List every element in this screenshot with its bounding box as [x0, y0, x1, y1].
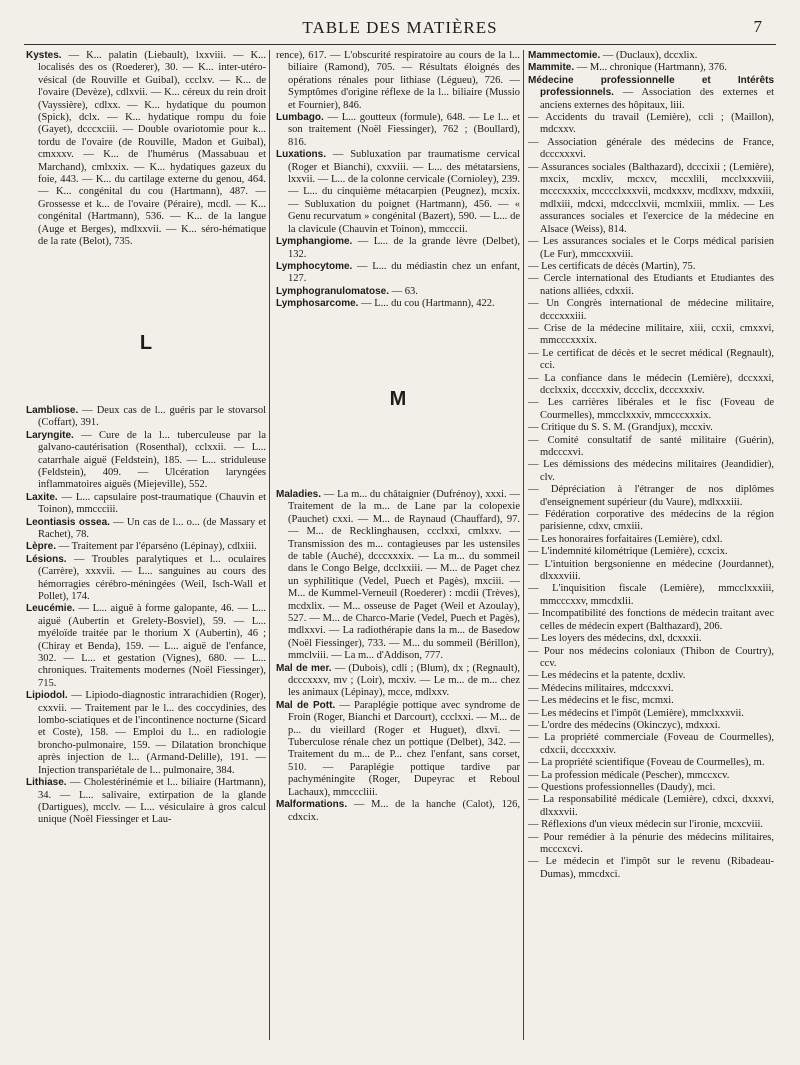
index-entry — [26, 430, 266, 492]
entry-text: — Traitement par l'éparséno (Lépinay), cdlxiii. — [56, 541, 257, 553]
entry-text: — Accidents du travail (Lemière), ccli ; (Maillon), mdcxxv. — [528, 112, 774, 136]
entry-headword: Luxations. — [276, 149, 327, 161]
entry-text: — Cholestérinémie et l... biliaire (Hartmann), 34. — L... salivaire, extirpation de la glande (Dartigues), mcclv. — L... vésiculaire à gros calcul unique (Noël Fiessinger et Lau- — [38, 777, 266, 826]
entry-headword: Maladies. — [276, 488, 322, 500]
index-entry — [528, 832, 774, 857]
entry-text: — Le certificat de décès et le secret médical (Regnault), cci. — [528, 347, 774, 372]
section-letter-m: M — [389, 387, 407, 410]
index-entry — [276, 286, 520, 298]
entry-text: — (Dubois), cdli ; (Blum), dx ; (Regnault), dcccxxxv, mv ; (Loir), mcxiv. — Le m... de m... chez les animaux (Lépinay), mcce, mdlxxv. — [288, 662, 520, 699]
entry-text: — La propriété commerciale (Foveau de Courmelles), cdxcii, dcccxxxiv. — [528, 732, 774, 756]
index-entry — [528, 708, 774, 720]
entry-headword: Laxite. — [26, 491, 58, 503]
index-entry — [26, 50, 266, 249]
entry-text: — L'ordre des médecins (Okinczyc), mdxxxi. — [528, 719, 721, 731]
index-entry — [528, 732, 774, 757]
index-entry — [528, 397, 774, 422]
index-entry — [528, 484, 774, 509]
entry-headword: Mammectomie. — [528, 50, 601, 61]
index-entry — [528, 50, 774, 62]
index-entry — [26, 405, 266, 430]
entry-text: — L... du cou (Hartmann), 422. — [358, 298, 495, 310]
entry-headword: Lumbago. — [276, 112, 324, 124]
index-entry — [528, 348, 774, 373]
index-entry — [26, 492, 266, 517]
index-entry — [26, 777, 266, 827]
entry-text: — Crise de la médecine militaire, xiii, ccxii, cmxxvi, mmcccxxxix. — [528, 322, 774, 347]
index-entry — [528, 583, 774, 608]
entry-text: — Critique du S. S. M. (Grandjux), mccxiv. — [528, 422, 713, 434]
index-entry — [528, 112, 774, 137]
entry-text: — Incompatibilité des fonctions de médecin traitant avec celles de médecin expert (Balthazard), 206. — [528, 608, 774, 632]
entries-kystes — [26, 50, 266, 249]
entry-text: — L'intuition bergsonienne en médecine (Jourdannet), dlxxxviii. — [528, 558, 774, 583]
entry-headword: Lésions. — [26, 553, 67, 565]
column-2 — [276, 50, 520, 824]
entry-headword: Malformations. — [276, 799, 348, 811]
entry-text: — La m... du châtaignier (Dufrénoy), xxxi. — Traitement de la m... de Lane par la colopexie (Pauchet) cxxi. — M... de Raynaud (Chauffard), 97. — M... de Recklinghausen, ccclxxi, cmlxxv. — Transmission des m... contagieuses par les ustensiles de table (Auché), dcccxxxix. — La m... du sommeil dans le Congo Belge, dcclxxiii. — M... de Paget chez un syphilitique (Vedel, Puech et Pagès), mxciii. — M... de Kummel-Verneuil (Roederer) : mcdii (Trèves), mcdxlix. — M... osseuse de Paget (Weil et Azoulay), 527. — M... de Charco-Marie (Vedel, Puech et Pagès), mdlxxvi. — La radiothérapie dans la m... de Basedow (Noël Fiessinger), 733. — M... du sommeil (Bérillon), mmclviii. — La m... d'Addison, 777. — [288, 488, 520, 662]
entry-text: — Un Congrès international de médecine militaire, dcccxxxiii. — [528, 298, 774, 322]
entries-l-continued — [276, 50, 520, 311]
entry-text: — Les honoraires forfaitaires (Lemière), cdxl. — [528, 533, 723, 545]
index-entry — [528, 509, 774, 534]
index-entry — [528, 422, 774, 434]
index-entry — [26, 541, 266, 553]
entry-headword: Mammite. — [528, 62, 575, 74]
entry-text: — M... chronique (Hartmann), 376. — [574, 62, 727, 74]
entry-text: — Les loyers des médecins, dxl, dcxxxii. — [528, 633, 702, 645]
entry-headword: Mal de mer. — [276, 662, 332, 674]
entry-headword: Lymphocytome. — [276, 260, 353, 272]
index-entry — [528, 608, 774, 633]
entries-l — [26, 405, 266, 827]
entry-text: — Les médecins et le fisc, mcmxi. — [528, 695, 674, 707]
entries-m-continued — [528, 50, 774, 881]
index-entry — [276, 700, 520, 799]
index-entry — [528, 683, 774, 695]
index-entry — [528, 236, 774, 261]
entry-text: — La responsabilité médicale (Lemière), cdxci, dxxxvi, dlxxxvii. — [528, 794, 774, 818]
entry-headword: Lymphosarcome. — [276, 298, 359, 310]
entry-text: — Un cas de l... o... (de Massary et Rachet), 78. — [38, 516, 266, 540]
entries-m — [276, 489, 520, 824]
index-entry — [276, 298, 520, 310]
entry-headword: Laryngite. — [26, 429, 74, 441]
index-entry — [276, 112, 520, 149]
index-entry — [276, 149, 520, 236]
index-entry — [276, 663, 520, 700]
entry-headword: Lithiase. — [26, 777, 67, 789]
index-entry — [26, 554, 266, 604]
entry-text: — (Duclaux), dccxlix. — [600, 50, 698, 61]
entry-text: — K... palatin (Liebault), lxxviii. — K... localisés des os (Roederer), 30. — K... inter-utéro-vésical (de Rouville et Guibal), ccclxv. — K... de l'ovaire (Devèze), cdlxvii. — K... céreux du rein droit (Vayssière), cdlxx. — K... hydatique du poumon (Spick), dclx. — K... hydatique rompu du foie (Gayet), dcccxciii. — Double ovariotomie pour k... tordu de l'ovaire (de Rouville, Madon et Guibal), cmxxxv. — K... de l'humérus (Massabuau et Marchand), cmlxxix. — K... hydatiques gazeux du foie, 443. — K... du cartilage externe du genou, 464. — K... congénital du cou (Hartmann), 487. — Grossesse et k... de l'ovaire (Péraire), mcdl. — K... congénital (Hartmann), 536. — K... de la langue (Auge et Berges), mdlxxvii. — K... séro-hématique de la rate (Belot), 735. — [38, 50, 266, 248]
entry-text: — Cercle international des Etudiants et Etudiantes des nations alliées, cdxxii. — [528, 273, 774, 297]
entry-text: — Les démissions des médecins militaires (Jeandidier), clv. — [528, 459, 774, 483]
entry-text: — L... capsulaire post-traumatique (Chauvin et Toinon), mmccciii. — [38, 491, 266, 516]
entry-text: — Association générale des médecins de France, dcccxxxvi. — [528, 136, 774, 161]
entry-headword: Lèpre. — [26, 541, 57, 553]
entry-text: — Les carrières libérales et le fisc (Foveau de Courmelles), mmcclxxxiv, mmcccxxxix. — [528, 397, 774, 421]
entry-text: — La propriété scientifique (Foveau de Courmelles), m. — [528, 757, 765, 769]
index-entry — [528, 720, 774, 732]
entry-text: — Réflexions d'un vieux médecin sur l'ironie, mcxcviii. — [528, 819, 764, 831]
header-rule — [24, 44, 776, 45]
index-entry — [528, 137, 774, 162]
index-entry — [528, 75, 774, 112]
entry-text: — L... aiguë à forme galopante, 46. — L... aiguë (Aubertin et Grelety-Bosviel), 59. — L... myéloïde traitée par le thorium X (Aubertin), 46 ; (Chiray et Benda), 159. — L... aiguë de l'enfance, 302. — L... et gestation (Vignes), 680. — L... chroniques. Traitements modernes (Noël Fiessinger), 715. — [38, 603, 266, 689]
entry-text: — Deux cas de l... guéris par le stovarsol (Coffart), 391. — [38, 404, 266, 429]
index-entry — [276, 236, 520, 261]
column-separator — [523, 50, 524, 1040]
entry-text: — La profession médicale (Pescher), mmccxcv. — [528, 769, 730, 781]
entry-text: — Pour remédier à la pénurie des médecins militaires, mcccxcvi. — [528, 831, 774, 855]
page-header — [0, 0, 800, 42]
entry-text: — Pour nos médecins coloniaux (Thibon de Courtry), ccv. — [528, 645, 774, 669]
entry-text: — Paraplégie pottique avec syndrome de Froin (Roger, Bianchi et Darcourt), ccclxxi. — M... de p... du vieillard (Roger et Huguet), dlxvi. — Tuberculose rénale chez un pottique (Delbet), 342. — Traitement du m... de P... chez l'enfant, sans corset, 510. — Paraplégie pottique tardive par pachyméningite (Roger, Dupeyrac et Reboul Lachaux), mmcccliii. — [288, 699, 520, 798]
entry-text: — Les assurances sociales et le Corps médical parisien (Le Fur), mmccxxviii. — [528, 236, 774, 260]
index-entry — [528, 794, 774, 819]
entry-text: rence), 617. — L'obscurité respiratoire au cours de la l... biliaire (Ramond), 705. — Résultats éloignés des opérations rénales pour lithiase (Légueu), 726. — Symptômes d'origine réflexe de la l... biliaire (Mussio et Fournier), 846. — [276, 50, 520, 111]
entry-text: — M... de la hanche (Calot), 126, cdxcix. — [288, 799, 520, 823]
entry-text: — Les certificats de décès (Martin), 75. — [528, 260, 696, 272]
index-entry — [528, 782, 774, 794]
index-entry — [528, 273, 774, 298]
entry-text: — Subluxation par traumatisme cervical (Roger et Bianchi), cxxviii. — L... des métatarsiens, lxxvii. — L... de la colonne cervicale (Cornioley), 239. — L... du cinquième métacarpien (Peugnez), mcxix. — Subluxation du poignet (Hartmann), 456. — « Genu recurvatum » congénital (Bazert), 590. — L... de la clavicule (Chauvin et Toinon), mmcccii. — [288, 149, 520, 235]
section-letter-l: L — [139, 331, 153, 354]
index-entry — [276, 799, 520, 824]
index-entry — [528, 695, 774, 707]
entry-headword: Leucémie. — [26, 603, 75, 615]
entry-text: — L... du médiastin chez un enfant, 127. — [288, 260, 520, 285]
entry-text: — 63. — [388, 285, 418, 297]
entry-text: — Dépréciation à l'étranger de nos diplômes d'enseignement supérieur (du Vaure), mdlxxxiii. — [528, 484, 774, 508]
entry-text: — Lipiodo-diagnostic intrarachidien (Roger), cxxvii. — Traitement par le l... des coccydinies, des lombo-sciatiques et de l'incontinence nocturne (Sicard et Coste), 158. — Emploi du l... en radiologie broncho-pulmonaire, 159. — Dilatation bronchique après injection de l... (Armand-Delille), 191. — Injection transpariétale de l... pulmonaire, 384. — [38, 690, 266, 776]
entry-text: — Comité consultatif de santé militaire (Guérin), mdcccxvi. — [528, 434, 774, 458]
index-entry — [276, 50, 520, 112]
entry-text: — Cure de la l... tuberculeuse par la galvano-cautérisation (Rosenthal), cclxxii. — L... catarrhale aiguë (Feldstein), 185. — L... striduleuse (Feldstein), 409. — Ulcération laryngées inflammatoires aiguës (Miejeville), 552. — [38, 429, 266, 491]
entry-headword: Lipiodol. — [26, 690, 68, 702]
entry-text: — L'indemnité kilométrique (Lemière), ccxcix. — [528, 546, 728, 558]
column-3 — [528, 50, 774, 881]
index-entry — [528, 62, 774, 74]
index-entry — [528, 633, 774, 645]
entry-text: — Troubles paralytiques et l... oculaires (Carrère), xxxvii. — L... sanguines au cours des hémorragies cérébro-méningées (Weil, Isch-Wall et Pollet), 174. — [38, 553, 266, 602]
index-entry — [528, 646, 774, 671]
entry-headword: Mal de Pott. — [276, 699, 336, 711]
index-entry — [528, 670, 774, 682]
index-entry — [528, 546, 774, 558]
index-entry — [528, 373, 774, 398]
entry-text: — Association des externes et anciens externes des hôpitaux, liii. — [540, 87, 774, 111]
index-entry — [528, 559, 774, 584]
entry-text: — Médecins militaires, mdccxxvi. — [528, 682, 674, 694]
entry-text: — Les médecins et la patente, dcxliv. — [528, 670, 686, 682]
entry-headword: Médecine professionnelle et Intérêts professionnels. — [528, 74, 774, 99]
entry-text: — Questions professionnelles (Daudy), mci. — [528, 781, 716, 793]
index-entry — [528, 856, 774, 881]
page-title: TABLE DES MATIÈRES — [302, 18, 498, 37]
index-entry — [276, 261, 520, 286]
index-entry — [528, 323, 774, 348]
entry-headword: Lymphogranulomatose. — [276, 285, 389, 297]
index-entry — [528, 162, 774, 236]
index-entry — [26, 690, 266, 777]
entry-headword: Lambliose. — [26, 404, 79, 416]
entry-text: — Fédération corporative des médecins de la région parisienne, cdxv, cmxiii. — [528, 509, 774, 533]
index-entry — [528, 534, 774, 546]
index-entry — [528, 435, 774, 460]
column-separator — [269, 50, 270, 1040]
index-entry — [276, 489, 520, 663]
index-entry — [528, 770, 774, 782]
entry-text: — Les médecins et l'impôt (Lemière), mmclxxxvii. — [528, 707, 744, 719]
entry-text: — L... goutteux (formule), 648. — Le l... et son traitement (Noël Fiessinger), 762 ; (Boullard), 816. — [288, 112, 520, 148]
column-1 — [26, 50, 266, 827]
entry-text: — L'inquisition fiscale (Lemière), mmcclxxxiii, mmcccxxv, mmcdxlii. — [528, 583, 774, 607]
entry-headword: Kystes. — [26, 50, 62, 61]
entry-text: — Assurances sociales (Balthazard), dcccixii ; (Lemière), mxcix, mcxliv, mcxcv, mccxlili, mcclxxxviii, mcccxxxix, mcccclxxxvii, mcdxxxv, mcdlxxv, mdxxiii, mdlxiii, mdcxi, mdccclxvii, mcmlxiii, mmlix. — Les assurances sociales et l'exercice de la médecine en Alsace (Weiss), 814. — [528, 161, 774, 235]
index-entry — [528, 298, 774, 323]
index-entry — [528, 757, 774, 769]
index-entry — [528, 459, 774, 484]
entry-text: — Le médecin et l'impôt sur le revenu (Ribadeau-Dumas), mmcdxci. — [528, 856, 774, 880]
entry-text: — La confiance dans le médecin (Lemière), dccxxxi, dcclxxix, dcccxxiv, dccclix, dcccxxxiv. — [528, 372, 774, 396]
index-entry — [528, 819, 774, 831]
index-entry — [528, 261, 774, 273]
index-entry — [26, 517, 266, 542]
index-entry — [26, 603, 266, 690]
entry-text: — L... de la grande lèvre (Delbet), 132. — [288, 236, 520, 260]
entry-headword: Lymphangiome. — [276, 236, 353, 248]
entry-headword: Leontiasis ossea. — [26, 516, 110, 528]
page-number: 7 — [753, 17, 762, 36]
